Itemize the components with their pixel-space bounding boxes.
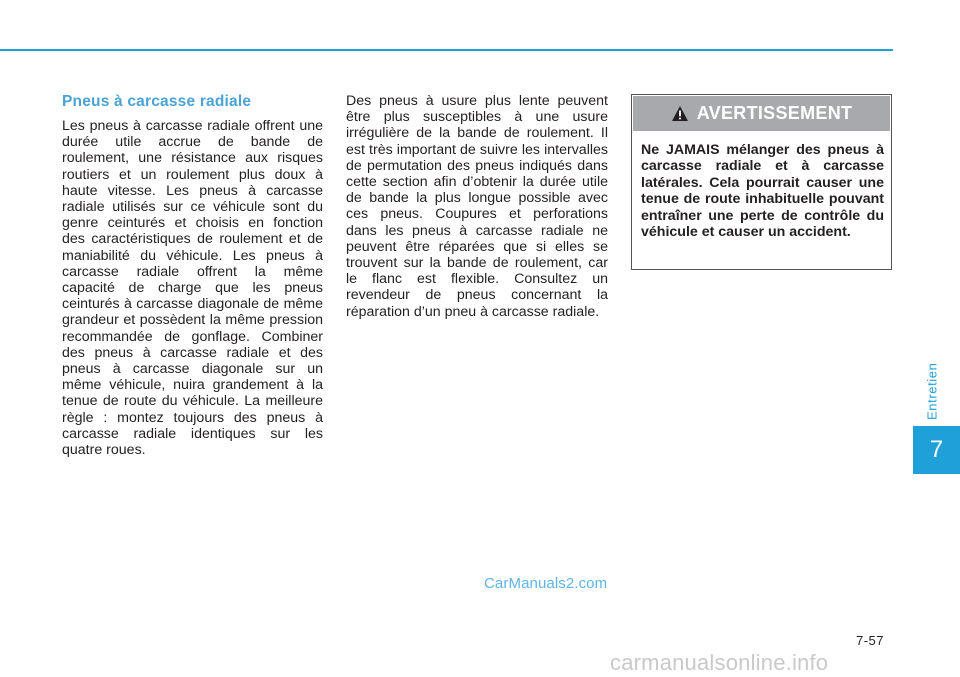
page-number: 7-57	[856, 633, 885, 648]
warning-triangle-icon	[671, 105, 689, 122]
watermark-logo: CarManuals2.com	[484, 575, 608, 592]
warning-header	[633, 96, 890, 131]
section-title: Pneus à carcasse radiale	[62, 93, 252, 110]
chapter-side-label: Entretien	[924, 362, 940, 420]
warning-box	[631, 94, 892, 270]
body-text-column-1: Les pneus à carcasse radiale offrent une durée utile accrue de bande de roulement, une résistance aux risques routiers et un roulement plus doux à haute vitesse. Les pneus à carcasse radiale utilisés sur ce véhicule sont du genre ceinturés et choisis en fonction des caractéristiques de roulement et de maniabilité du véhicule. Les pneus à carcasse radiale offrent la même capacité de charge que les pneus ceinturés à carcasse diagonale de même grandeur et possèdent la même pression recommandée de gonflage. Combiner des pneus à carcasse radiale et des pneus à carcasse diagonale sur un même véhicule, nuira grandement à la tenue de route du véhicule. La meilleure règle : montez toujours des pneus à carcasse radiale identiques sur les quatre roues.	[62, 118, 323, 459]
body-text-column-2: Des pneus à usure plus lente peuvent être plus susceptibles à une usure irrégulière de la bande de roulement. Il est très important de suivre les intervalles de permutation des pneus indiqués dans cette section afin d’obtenir la durée utile de bande la plus longue possible avec ces pneus. Coupures et perforations dans les pneus à carcasse radiale ne peuvent être réparées que si elles se trouvent sur la bande de roulement, car le flanc est flexible. Consultez un revendeur de pneus concernant la réparation d’un pneu à carcasse radiale.	[346, 93, 608, 320]
warning-title: AVERTISSEMENT	[696, 103, 853, 123]
top-rule	[0, 49, 893, 51]
warning-text: Ne JAMAIS mélanger des pneus à carcasse radiale et à carcasse latérales. Cela pourrait causer une tenue de route inhabituelle pouvant entraîner une perte de contrôle du véhicule et causer un accident.	[641, 142, 884, 241]
footer-watermark: carmanualsonline.info	[610, 650, 829, 675]
chapter-tab: 7	[913, 426, 960, 474]
